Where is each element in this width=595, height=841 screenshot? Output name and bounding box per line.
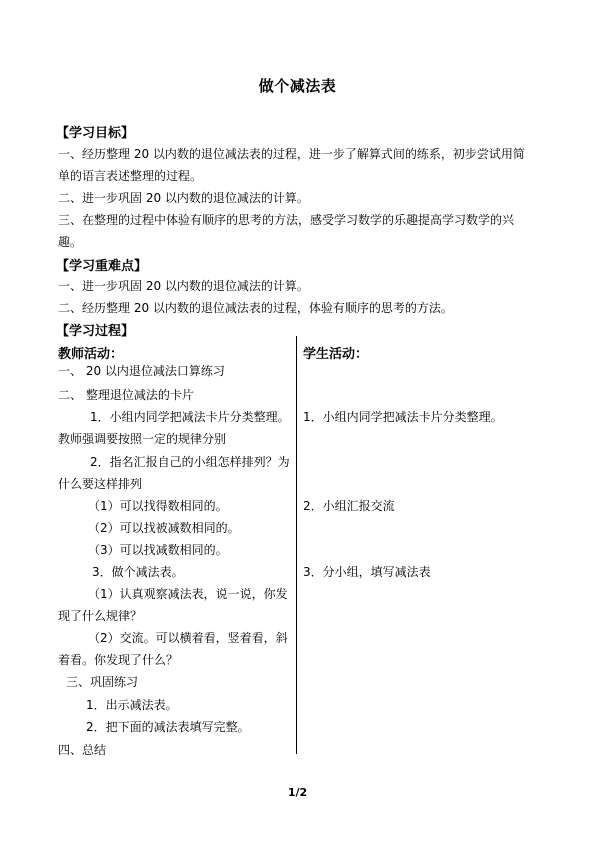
teacher-line: 什么要这样排列 xyxy=(58,477,143,491)
teacher-line: 一、 20 以内退位减法口算练习 xyxy=(58,364,225,378)
teacher-column-heading: 教师活动： xyxy=(58,347,124,362)
teacher-line: （2）可以找被减数相同的。 xyxy=(88,521,240,535)
student-column-heading: 学生活动： xyxy=(303,347,369,362)
section-heading-goals: 【学习目标】 xyxy=(56,126,135,141)
section-heading-key-points: 【学习重难点】 xyxy=(56,259,148,274)
document-title: 做个减法表 xyxy=(258,77,337,95)
goals-line: 二、进一步巩固 20 以内数的退位减法的计算。 xyxy=(58,191,309,205)
page-number: 1/2 xyxy=(287,786,308,799)
teacher-line: 3．做个减法表。 xyxy=(92,565,184,579)
teacher-line: 三、巩固练习 xyxy=(66,675,139,689)
section-heading-process: 【学习过程】 xyxy=(56,324,135,339)
teacher-line: 1．小组内同学把减法卡片分类整理。 xyxy=(90,410,290,424)
teacher-line: （1）认真观察减法表，说一说，你发 xyxy=(88,587,288,601)
student-line: 1．小组内同学把减法卡片分类整理。 xyxy=(303,410,503,424)
column-divider xyxy=(296,336,297,754)
teacher-line: 2．指名汇报自己的小组怎样排列？为 xyxy=(90,455,290,469)
teacher-line: 着看。你发现了什么？ xyxy=(58,653,179,667)
teacher-line: （2）交流。可以横着看，竖着看，斜 xyxy=(88,631,288,645)
student-line: 2．小组汇报交流 xyxy=(303,499,395,513)
teacher-line: （3）可以找减数相同的。 xyxy=(88,543,228,557)
teacher-line: 四、总结 xyxy=(58,743,107,757)
goals-line: 趣。 xyxy=(58,235,83,249)
teacher-line: 现了什么规律？ xyxy=(58,609,143,623)
teacher-line: 1．出示减法表。 xyxy=(86,698,178,712)
teacher-line: （1）可以找得数相同的。 xyxy=(88,499,228,513)
key-points-line: 二、经历整理 20 以内数的退位减法表的过程，体验有顺序的思考的方法。 xyxy=(58,301,453,315)
student-line: 3．分小组，填写减法表 xyxy=(303,565,431,579)
key-points-line: 一、进一步巩固 20 以内数的退位减法的计算。 xyxy=(58,279,309,293)
goals-line: 三、在整理的过程中体验有顺序的思考的方法，感受学习数学的乐趣提高学习数学的兴 xyxy=(58,213,515,227)
goals-line: 一、经历整理 20 以内数的退位减法表的过程，进一步了解算式间的练系，初步尝试用简 xyxy=(58,147,525,161)
teacher-line: 二、 整理退位减法的卡片 xyxy=(58,388,194,402)
teacher-line: 教师强调要按照一定的规律分别 xyxy=(58,432,227,446)
teacher-line: 2．把下面的减法表填写完整。 xyxy=(86,720,250,734)
goals-line: 单的语言表述整理的过程。 xyxy=(58,169,203,183)
